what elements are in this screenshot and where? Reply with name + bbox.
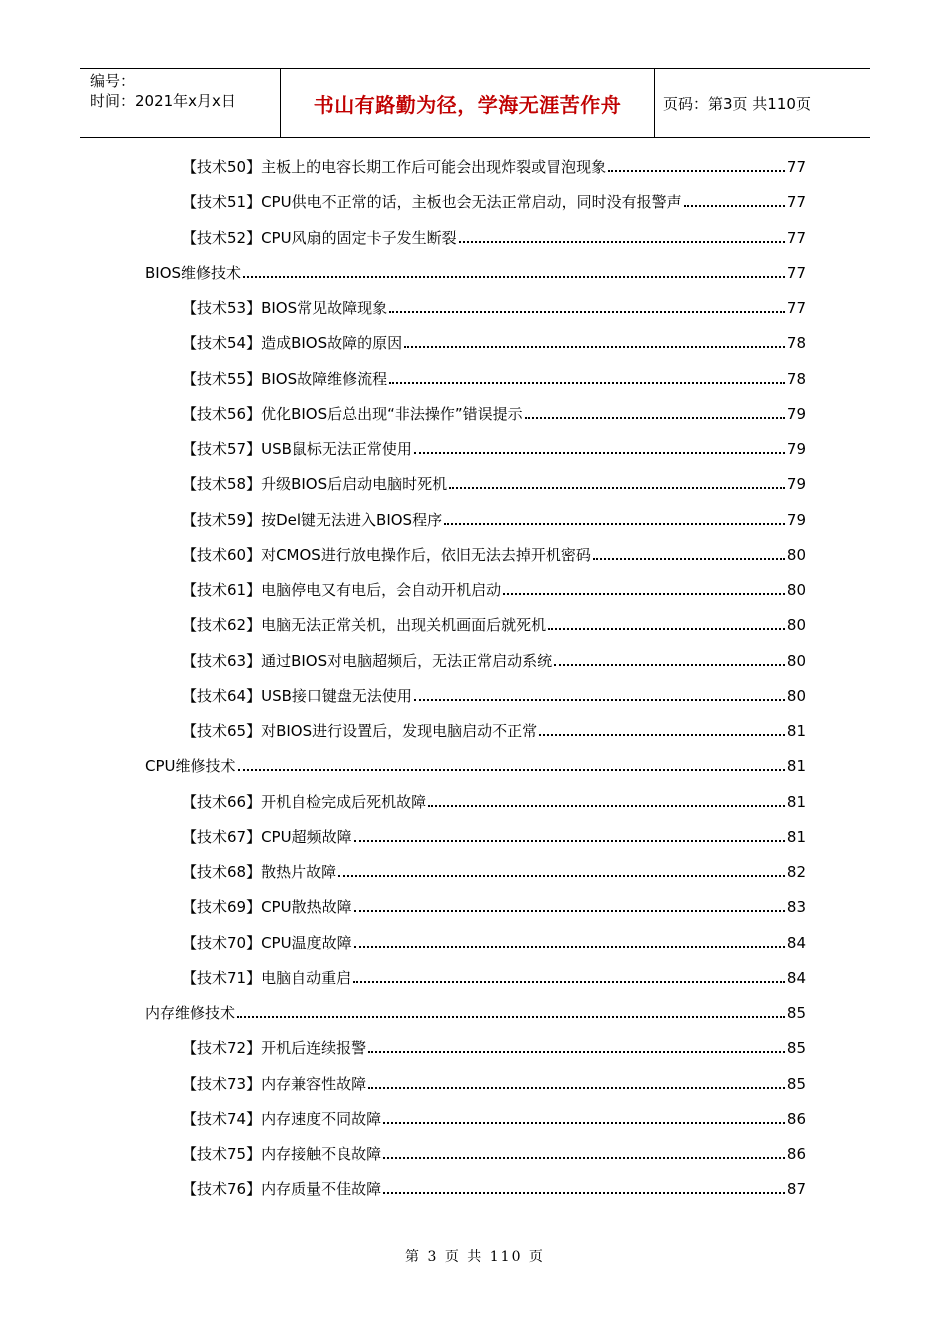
toc-entry-title: 【技术68】散热片故障: [182, 863, 337, 881]
toc-section-entry[interactable]: [182, 647, 806, 671]
toc-page-number: 80: [786, 545, 806, 564]
toc-dot-leader: [414, 451, 785, 454]
toc-section-entry[interactable]: [182, 1105, 806, 1129]
toc-page-number: 85: [786, 1074, 806, 1093]
toc-dot-leader: [593, 557, 785, 560]
toc-section-entry[interactable]: [182, 611, 806, 635]
toc-page-number: 86: [786, 1145, 806, 1163]
toc-entry-title: 【技术57】USB鼠标无法正常使用: [182, 440, 412, 458]
toc-page-number: 78: [786, 334, 806, 353]
toc-page-number: 78: [786, 369, 806, 388]
toc-entry-title: 【技术62】电脑无法正常关机，出现关机画面后就死机: [182, 616, 547, 635]
toc-dot-leader: [238, 768, 785, 771]
toc-entry-title: 【技术60】对CMOS进行放电操作后，依旧无法去掉开机密码: [182, 545, 591, 564]
toc-section-entry[interactable]: [182, 893, 806, 917]
toc-dot-leader: [444, 522, 785, 525]
toc-entry-title: 【技术64】USB接口键盘无法使用: [182, 686, 412, 705]
toc-section-entry[interactable]: [182, 858, 806, 882]
toc-entry-title: CPU维修技术: [145, 757, 236, 776]
toc-section-entry[interactable]: [182, 506, 806, 530]
toc-section-entry[interactable]: [182, 153, 806, 177]
toc-entry-title: 【技术56】优化BIOS后总出现“非法操作”错误提示: [182, 404, 523, 423]
page-header: [80, 68, 870, 138]
toc-dot-leader: [414, 698, 785, 701]
toc-section-entry[interactable]: [182, 541, 806, 565]
toc-page-number: 84: [786, 933, 806, 952]
toc-dot-leader: [354, 909, 785, 912]
toc-entry-title: 内存维修技术: [145, 1004, 236, 1022]
toc-entry-title: 【技术58】升级BIOS后启动电脑时死机: [182, 475, 448, 494]
toc-dot-leader: [428, 804, 785, 807]
header-center-cell: [281, 69, 655, 137]
toc-entry-title: 【技术54】造成BIOS故障的原因: [182, 334, 403, 353]
toc-dot-leader: [383, 1156, 785, 1159]
toc-section-entry[interactable]: [182, 929, 806, 953]
toc-entry-title: 【技术70】CPU温度故障: [182, 933, 352, 952]
toc-dot-leader: [539, 733, 785, 736]
toc-dot-leader: [354, 839, 785, 842]
toc-page-number: 79: [786, 440, 806, 458]
toc-dot-leader: [459, 240, 785, 243]
toc-page-number: 79: [786, 475, 806, 494]
header-page-info: 页码：第3页 共110页: [663, 94, 811, 113]
toc-dot-leader: [503, 592, 785, 595]
toc-chapter-entry[interactable]: [145, 259, 806, 283]
toc-dot-leader: [525, 416, 785, 419]
toc-entry-title: BIOS维修技术: [145, 263, 242, 282]
toc-dot-leader: [368, 1086, 785, 1089]
toc-section-entry[interactable]: [182, 1175, 806, 1199]
toc-section-entry[interactable]: [182, 470, 806, 494]
toc-dot-leader: [389, 381, 785, 384]
toc-page-number: 77: [786, 158, 806, 176]
toc-dot-leader: [554, 663, 785, 666]
toc-page-number: 83: [786, 898, 806, 917]
document-time-label: 时间：2021年x月x日: [90, 92, 236, 110]
toc-page-number: 80: [786, 686, 806, 705]
toc-section-entry[interactable]: [182, 329, 806, 353]
toc-page-number: 81: [786, 722, 806, 740]
toc-entry-title: 【技术69】CPU散热故障: [182, 898, 352, 917]
toc-section-entry[interactable]: [182, 823, 806, 847]
toc-dot-leader: [354, 945, 785, 948]
toc-section-entry[interactable]: [182, 1140, 806, 1164]
toc-page-number: 80: [786, 651, 806, 670]
toc-page-number: 85: [786, 1039, 806, 1058]
toc-dot-leader: [404, 345, 785, 348]
toc-dot-leader: [548, 627, 785, 630]
toc-section-entry[interactable]: [182, 682, 806, 706]
toc-page-number: 80: [786, 581, 806, 599]
toc-entry-title: 【技术66】开机自检完成后死机故障: [182, 792, 427, 811]
toc-page-number: 79: [786, 404, 806, 423]
toc-dot-leader: [389, 310, 785, 313]
toc-section-entry[interactable]: [182, 188, 806, 212]
toc-section-entry[interactable]: [182, 717, 806, 741]
header-left-cell: [80, 69, 281, 137]
toc-dot-leader: [237, 1015, 785, 1018]
toc-page-number: 82: [786, 863, 806, 881]
toc-page-number: 84: [786, 968, 806, 987]
toc-section-entry[interactable]: [182, 1034, 806, 1058]
toc-dot-leader: [383, 1191, 785, 1194]
toc-dot-leader: [368, 1050, 785, 1053]
toc-chapter-entry[interactable]: [145, 752, 806, 776]
header-motto: 书山有路勤为径，学海无涯苦作舟: [313, 92, 622, 117]
toc-page-number: 86: [786, 1109, 806, 1128]
toc-chapter-entry[interactable]: [145, 999, 806, 1023]
toc-entry-title: 【技术74】内存速度不同故障: [182, 1109, 382, 1128]
toc-section-entry[interactable]: [182, 576, 806, 600]
toc-section-entry[interactable]: [182, 400, 806, 424]
toc-dot-leader: [684, 204, 785, 207]
toc-entry-title: 【技术53】BIOS常见故障现象: [182, 299, 388, 317]
toc-entry-title: 【技术50】主板上的电容长期工作后可能会出现炸裂或冒泡现象: [182, 158, 607, 176]
toc-entry-title: 【技术65】对BIOS进行设置后，发现电脑启动不正常: [182, 722, 538, 740]
toc-entry-title: 【技术72】开机后连续报警: [182, 1039, 367, 1058]
toc-page-number: 77: [786, 228, 806, 247]
toc-section-entry[interactable]: [182, 964, 806, 988]
toc-entry-title: 【技术73】内存兼容性故障: [182, 1074, 367, 1093]
toc-dot-leader: [608, 169, 785, 172]
toc-page-number: 85: [786, 1004, 806, 1022]
toc-page-number: 80: [786, 616, 806, 635]
page-footer: 第 3 页 共 110 页: [405, 1249, 545, 1265]
toc-dot-leader: [383, 1121, 785, 1124]
toc-entry-title: 【技术76】内存质量不佳故障: [182, 1180, 382, 1199]
toc-page-number: 77: [786, 263, 806, 282]
toc-section-entry[interactable]: [182, 365, 806, 389]
toc-section-entry[interactable]: [182, 224, 806, 248]
toc-entry-title: 【技术61】电脑停电又有电后，会自动开机启动: [182, 581, 502, 599]
toc-page-number: 81: [786, 792, 806, 811]
toc-section-entry[interactable]: [182, 788, 806, 812]
toc-dot-leader: [353, 980, 785, 983]
toc-page-number: 87: [786, 1180, 806, 1199]
toc-entry-title: 【技术52】CPU风扇的固定卡子发生断裂: [182, 228, 457, 247]
toc-page-number: 79: [786, 510, 806, 529]
toc-dot-leader: [243, 275, 785, 278]
toc-section-entry[interactable]: [182, 435, 806, 459]
toc-section-entry[interactable]: [182, 1070, 806, 1094]
toc-dot-leader: [338, 874, 785, 877]
toc-section-entry[interactable]: [182, 294, 806, 318]
toc-entry-title: 【技术51】CPU供电不正常的话，主板也会无法正常启动，同时没有报警声: [182, 193, 682, 212]
document-number-label: 编号：: [90, 72, 136, 90]
toc-page-number: 81: [786, 757, 806, 776]
toc-page-number: 81: [786, 827, 806, 846]
toc-page-number: 77: [786, 299, 806, 317]
toc-entry-title: 【技术63】通过BIOS对电脑超频后，无法正常启动系统: [182, 651, 553, 670]
toc-page-number: 77: [786, 193, 806, 212]
toc-entry-title: 【技术59】按Del键无法进入BIOS程序: [182, 510, 443, 529]
toc-dot-leader: [449, 486, 785, 489]
toc-entry-title: 【技术71】电脑自动重启: [182, 968, 352, 987]
toc-entry-title: 【技术55】BIOS故障维修流程: [182, 369, 388, 388]
toc-entry-title: 【技术67】CPU超频故障: [182, 827, 352, 846]
toc-entry-title: 【技术75】内存接触不良故障: [182, 1145, 382, 1163]
header-right-cell: [655, 69, 870, 137]
